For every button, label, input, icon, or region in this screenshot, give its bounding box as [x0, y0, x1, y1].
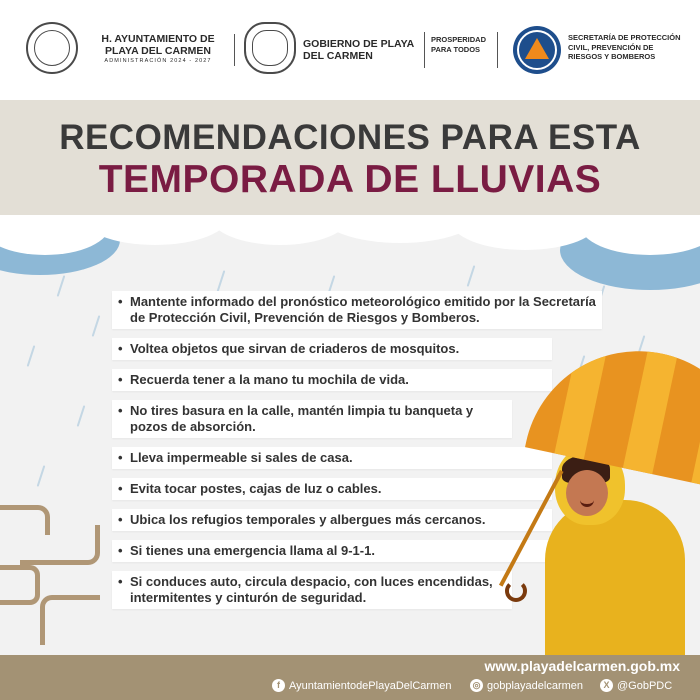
org1-period: ADMINISTRACIÓN 2024 - 2027	[104, 58, 212, 64]
raincoat	[545, 500, 685, 670]
instagram-icon: ◎	[470, 679, 483, 692]
government-shield-icon	[244, 22, 296, 74]
list-item: • No tires basura en la calle, mantén limpia tu banqueta y pozos de absorción.	[112, 400, 512, 438]
facebook-icon: f	[272, 679, 285, 692]
x-icon: X	[600, 679, 613, 692]
recommendations-list	[112, 291, 596, 618]
instagram-handle: gobplayadelcarmen	[487, 679, 584, 692]
list-item: • Si conduces auto, circula despacio, con luces encendidas, intermitentes y cinturón de seguridad.	[112, 571, 512, 609]
divider	[497, 32, 498, 68]
org2-slogan: PROSPERIDAD PARA TODOS	[431, 35, 487, 54]
org3-name: SECRETARÍA DE PROTECCIÓN CIVIL, PREVENCIÓN DE RIESGOS Y BOMBEROS	[568, 33, 681, 61]
title-line-2: TEMPORADA DE LLUVIAS	[98, 158, 602, 201]
x-link[interactable]	[600, 679, 672, 692]
list-item: • Evita tocar postes, cajas de luz o cables.	[112, 478, 552, 500]
x-handle: @GobPDC	[617, 679, 673, 692]
instagram-link[interactable]	[470, 679, 583, 692]
circuit-decoration-icon	[0, 505, 110, 655]
facebook-handle: AyuntamientodePlayaDelCarmen	[289, 679, 452, 692]
list-item: • Lleva impermeable si sales de casa.	[112, 447, 552, 469]
list-item: • Mantente informado del pronóstico meteorológico emitido por la Secretaría de Protección Civil, Prevención de Riesgos y Bomberos.	[112, 291, 602, 329]
org2-name: GOBIERNO DE PLAYA DEL CARMEN	[303, 38, 414, 62]
divider	[234, 34, 235, 66]
list-item: • Ubica los refugios temporales y albergues más cercanos.	[112, 509, 552, 531]
list-item: • Si tienes una emergencia llama al 9-1-1.	[112, 540, 552, 562]
list-item: • Voltea objetos que sirvan de criaderos de mosquitos.	[112, 338, 552, 360]
footer	[0, 655, 700, 700]
header	[0, 0, 700, 100]
list-item: • Recuerda tener a la mano tu mochila de vida.	[112, 369, 552, 391]
umbrella-icon	[520, 375, 700, 495]
title-line-1: RECOMENDACIONES PARA ESTA	[59, 118, 641, 157]
website-link[interactable]: www.playadelcarmen.gob.mx	[484, 658, 680, 674]
org1-name: H. AYUNTAMIENTO DE PLAYA DEL CARMEN	[101, 33, 215, 57]
municipal-seal-icon	[26, 22, 78, 74]
facebook-link[interactable]	[272, 679, 451, 692]
civil-protection-logo-icon	[513, 26, 561, 74]
umbrella-hook	[505, 580, 527, 602]
divider	[424, 32, 425, 68]
